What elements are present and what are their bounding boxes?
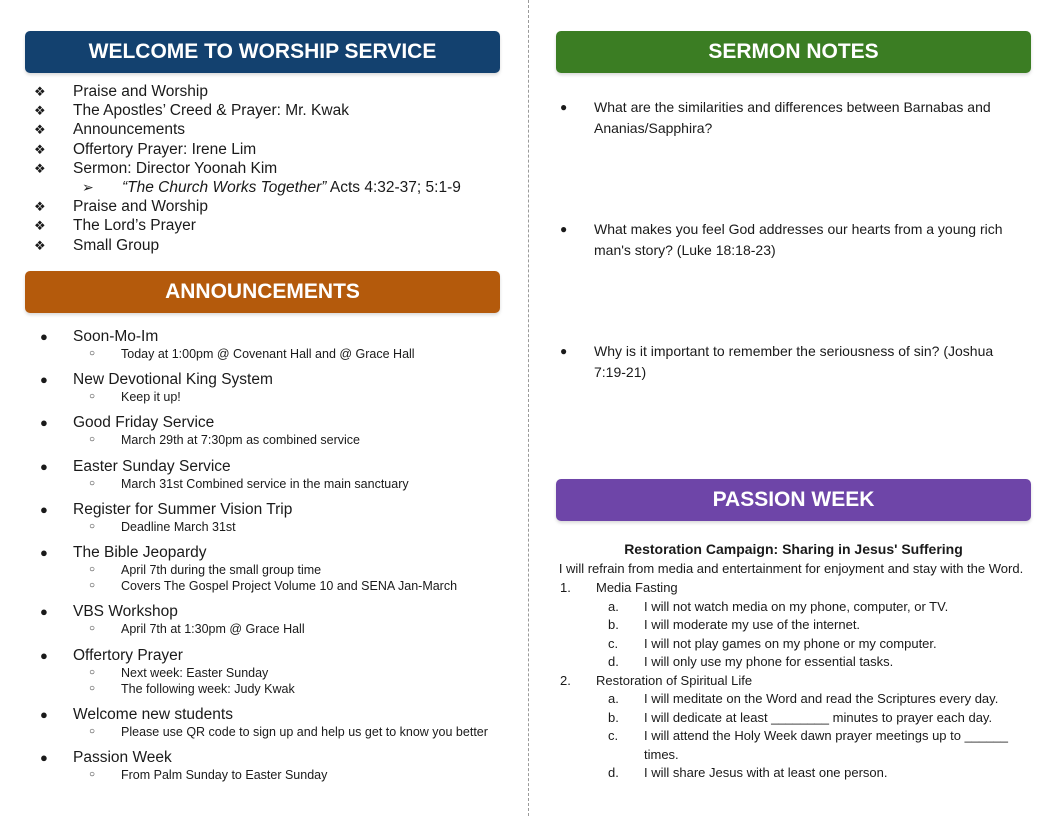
commitment-item	[560, 764, 1030, 783]
commitment-item	[560, 635, 1030, 654]
circle-bullet-icon: ○	[89, 769, 96, 781]
page-fold-divider	[528, 0, 529, 816]
announcement-detail: ○ Keep it up!	[89, 390, 181, 405]
announcement-detail: ○ Next week: Easter Sunday	[89, 665, 269, 680]
announcement-label: ● Welcome new students	[40, 706, 233, 724]
section-number: 1.	[560, 580, 571, 595]
item-letter: a.	[608, 691, 619, 706]
sermon-notes-banner	[556, 31, 1031, 73]
sermon-title: “The Church Works Together”	[122, 178, 327, 196]
announcement-detail: ○ March 31st Combined service in the main sanctuary	[89, 476, 409, 491]
announcement-item	[32, 543, 522, 594]
bullet-icon: ●	[40, 647, 48, 663]
announcement-item	[32, 370, 522, 405]
announcement-detail: ○ Deadline March 31st	[89, 519, 236, 534]
bullet-icon: ●	[560, 100, 568, 114]
announcement-item	[32, 413, 522, 448]
announcement-label: ● New Devotional King System	[40, 371, 273, 389]
diamond-bullet-icon: ❖	[34, 237, 46, 253]
sermon-question: ● Why is it important to remember the seriousness of sin? (Joshua 7:19-21)	[560, 343, 994, 380]
announcement-label: ● The Bible Jeopardy	[40, 544, 207, 562]
circle-bullet-icon: ○	[89, 348, 96, 359]
service-item: ❖ Praise and Worship	[34, 198, 208, 216]
announcement-item	[32, 327, 522, 362]
item-text: I will attend the Holy Week dawn prayer meetings up to ______ times.	[644, 728, 1008, 762]
item-letter: a.	[608, 598, 619, 614]
announcement-item	[32, 748, 522, 783]
bullet-icon: ●	[40, 707, 48, 723]
item-text: I will not watch media on my phone, computer, or TV.	[644, 598, 949, 614]
service-item: ❖ The Lord’s Prayer	[34, 217, 196, 235]
announcement-label: ● Soon-Mo-Im	[40, 328, 159, 345]
sermon-reference: Acts 4:32-37; 5:1-9	[326, 178, 461, 196]
diamond-bullet-icon: ❖	[34, 84, 46, 99]
passion-section	[560, 672, 1030, 691]
diamond-bullet-icon: ❖	[34, 103, 46, 119]
diamond-bullet-icon: ❖	[34, 218, 46, 234]
section-number: 2.	[560, 672, 571, 688]
commitment-item	[560, 690, 1030, 709]
announcement-item	[32, 500, 522, 535]
commitment-item	[560, 653, 1030, 672]
announcement-detail: ○ Today at 1:00pm @ Covenant Hall and @ Grace Hall	[89, 347, 415, 361]
circle-bullet-icon: ○	[89, 682, 96, 694]
campaign-title: Restoration Campaign: Sharing in Jesus' Suffering	[624, 541, 963, 557]
circle-bullet-icon: ○	[89, 623, 96, 635]
arrow-bullet-icon: ➢	[82, 178, 94, 195]
announcement-label: ● Passion Week	[40, 749, 172, 767]
circle-bullet-icon: ○	[89, 477, 96, 489]
diamond-bullet-icon: ❖	[34, 160, 46, 176]
announcement-label: ● Easter Sunday Service	[40, 457, 231, 475]
circle-bullet-icon: ○	[89, 391, 96, 403]
item-text: I will dedicate at least ________ minutes to prayer each day.	[644, 709, 993, 725]
bullet-icon: ●	[560, 222, 568, 236]
sermon-notes-title: SERMON NOTES	[708, 40, 879, 63]
announcement-detail: ○ April 7th during the small group time	[89, 563, 322, 578]
item-letter: b.	[608, 617, 619, 632]
item-text: I will only use my phone for essential tasks.	[644, 654, 894, 669]
announcement-item	[32, 602, 522, 637]
diamond-bullet-icon: ❖	[34, 122, 46, 138]
circle-bullet-icon: ○	[89, 666, 96, 678]
item-letter: c.	[608, 728, 619, 743]
order-of-service-list	[32, 82, 512, 255]
service-item: ❖ Sermon: Director Yoonah Kim	[34, 159, 278, 177]
sermon-detail	[32, 178, 512, 197]
service-item: ❖ Praise and Worship	[34, 83, 208, 100]
announcement-detail: ○ Please use QR code to sign up and help us get to know you better	[89, 725, 488, 740]
commitment-item	[560, 616, 1030, 635]
bullet-icon: ●	[40, 604, 48, 620]
section-label: Media Fasting	[596, 580, 678, 595]
announcement-item	[32, 705, 522, 740]
announcement-detail: ○ The following week: Judy Kwak	[89, 681, 295, 696]
circle-bullet-icon: ○	[89, 726, 96, 738]
announcement-label: ● Offertory Prayer	[40, 646, 183, 664]
circle-bullet-icon: ○	[89, 564, 96, 576]
bullet-icon: ●	[40, 545, 48, 561]
service-item: ❖ The Apostles’ Creed & Prayer: Mr. Kwak	[34, 102, 349, 120]
passion-section	[560, 579, 1030, 598]
announcement-detail: ○ From Palm Sunday to Easter Sunday	[89, 768, 328, 783]
passion-week-list	[560, 579, 1030, 783]
item-letter: b.	[608, 709, 619, 725]
commitment-item	[560, 727, 1030, 764]
service-item: ❖ Small Group	[34, 236, 160, 254]
announcement-label: ● Register for Summer Vision Trip	[40, 500, 293, 518]
item-text: I will not play games on my phone or my computer.	[644, 635, 937, 651]
item-letter: c.	[608, 635, 619, 651]
circle-bullet-icon: ○	[89, 520, 96, 532]
commitment-item	[560, 709, 1030, 728]
diamond-bullet-icon: ❖	[34, 199, 46, 215]
item-text: I will moderate my use of the internet.	[644, 617, 861, 632]
announcement-item	[32, 457, 522, 492]
circle-bullet-icon: ○	[89, 434, 96, 446]
announcement-label: ● VBS Workshop	[40, 603, 178, 621]
service-item: ❖ Offertory Prayer: Irene Lim	[34, 140, 257, 158]
item-text: I will share Jesus with at least one person.	[644, 765, 888, 780]
passion-week-banner	[556, 479, 1031, 521]
item-letter: d.	[608, 654, 619, 669]
commitment-item	[560, 598, 1030, 617]
announcement-detail: ○ March 29th at 7:30pm as combined service	[89, 433, 361, 448]
item-text: I will meditate on the Word and read the Scriptures every day.	[644, 691, 999, 706]
announcements-list	[32, 327, 522, 791]
welcome-banner	[25, 31, 500, 73]
announcement-label: ● Good Friday Service	[40, 414, 215, 432]
campaign-intro: I will refrain from media and entertainment for enjoyment and stay with the Word.	[558, 561, 1024, 576]
bullet-icon: ●	[40, 750, 48, 766]
announcement-detail: ○ Covers The Gospel Project Volume 10 and SENA Jan-March	[89, 579, 458, 594]
section-label: Restoration of Spiritual Life	[596, 672, 753, 688]
item-letter: d.	[608, 765, 619, 780]
announcements-title: ANNOUNCEMENTS	[165, 280, 360, 303]
bullet-icon: ●	[560, 344, 568, 358]
bullet-icon: ●	[40, 329, 48, 344]
diamond-bullet-icon: ❖	[34, 141, 46, 157]
circle-bullet-icon: ○	[89, 580, 96, 592]
bullet-icon: ●	[40, 415, 48, 431]
announcement-detail: ○ April 7th at 1:30pm @ Grace Hall	[89, 622, 305, 637]
welcome-title: WELCOME TO WORSHIP SERVICE	[88, 40, 437, 63]
bullet-icon: ●	[40, 372, 48, 388]
service-item: ❖ Announcements	[34, 121, 186, 139]
bullet-icon: ●	[40, 458, 48, 474]
announcements-banner	[25, 271, 500, 313]
announcement-item	[32, 646, 522, 697]
sermon-question: ● What makes you feel God addresses our hearts from a young rich man's story? (Luke 18:18-23)	[560, 221, 1003, 258]
passion-week-title: PASSION WEEK	[712, 488, 875, 511]
bullet-icon: ●	[40, 501, 48, 517]
sermon-question: ● What are the similarities and differences between Barnabas and Ananias/Sapphira?	[560, 99, 991, 136]
